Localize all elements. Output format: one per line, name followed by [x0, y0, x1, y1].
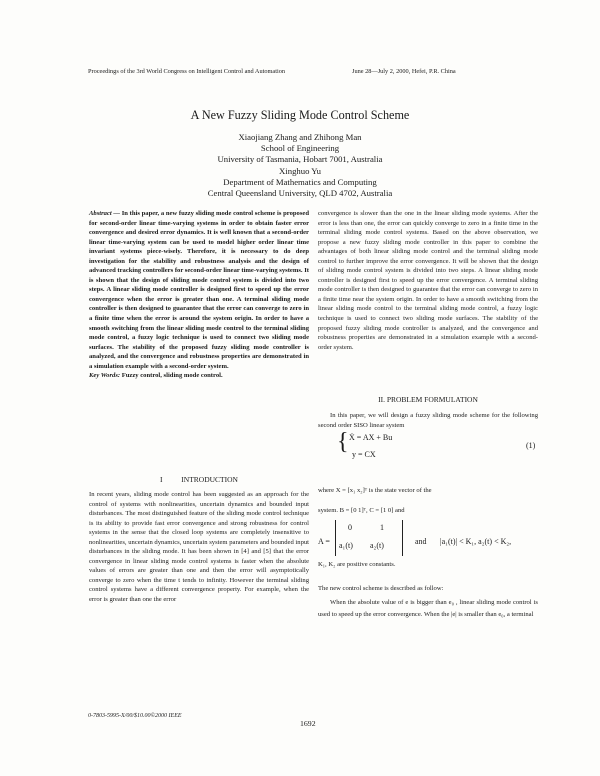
- matrix-a-and: and: [415, 537, 427, 546]
- author-names-1: Xiaojiang Zhang and Zhihong Man: [238, 132, 362, 142]
- header-conference: Proceedings of the 3rd World Congress on Intelligent Control and Automation: [88, 68, 286, 75]
- matrix-a-r2c1: a₁(t): [339, 541, 353, 550]
- equation-1-number: (1): [526, 441, 536, 450]
- equation-brace: {: [337, 429, 349, 455]
- author-dept-2: Department of Mathematics and Computing: [223, 177, 377, 187]
- abstract: [89, 209, 309, 381]
- right-column-intro: [318, 209, 538, 352]
- running-header: [88, 68, 480, 75]
- section-2-heading: [318, 395, 538, 404]
- abstract-label: Abstract —: [89, 210, 121, 217]
- author-names-2: Xinghuo Yu: [279, 166, 321, 176]
- keywords-label: Key Words:: [89, 372, 121, 380]
- matrix-a-label: A =: [318, 537, 330, 546]
- abstract-text: In this paper, a new fuzzy sliding mode control scheme is proposed for second-order linear time-varying systems in order to obtain faster error convergence and desired error dynamics. It is well known that a second-order linear time-varying system can be used to model higher order linear time invariant systems piece-wisely. Therefore, it is necessary to do deep investigation for the stability and robustness analysis and the design of advanced tracking controllers for second-order linear time-varying systems. It is shown that the design of sliding mode control system is divided into two steps. A linear sliding mode controller is designed first to speed up the error convergence when the error is greater than one. A terminal sliding mode controller is then designed to guarantee that the error can converge to zero in a finite time when the error is around the system origin. In order to have a smooth switching from the linear sliding mode control to the terminal sliding mode control, a fuzzy logic technique is used to connect two sliding mode surfaces. The stability of the proposed fuzzy sliding mode controller is analyzed, and the convergence and robustness properties are demonstrated in a simulation example with a second-order system.: [89, 210, 309, 370]
- equation-1-line-2: y = CX: [352, 450, 376, 459]
- introduction-text: [89, 490, 309, 605]
- control-scheme-when-text: When the absolute value of e is bigger than e₀ , linear sliding mode control is used to speed up the error convergence. When the |e| is smaller than e₀, a terminal: [318, 599, 538, 618]
- matrix-a-r2c2: a₂(t): [370, 541, 384, 550]
- equation-1-line-1: Ẋ = AX + Bu: [349, 433, 393, 442]
- section-2-intro: [318, 411, 538, 430]
- where-state-vector: where X = [x₁ x₂]ᵀ is the state vector of the: [318, 487, 432, 494]
- matrix-a: [335, 520, 403, 556]
- positive-constants: K₁, K₂ are positive constants.: [318, 561, 396, 568]
- section-2-intro-text: In this paper, we will design a fuzzy sliding mode scheme for the following second order SISO linear system: [318, 412, 538, 429]
- introduction-paragraph: In recent years, sliding mode control has been suggested as an approach for the control of systems with nonlinearities, uncertain dynamics and bounded input disturbances. The most distinguished feature of the sliding mode control technique is its ability to provide fast error convergence and strong robustness for control systems in the sense that the closed loop systems are completely insensitive to nonlinearities, uncertain dynamics, uncertain system parameters and bounded input disturbances in the sliding mode. It has been shown in [4] and [5] that the error convergence in linear sliding mode control systems is faster when the absolute values of errors are greater than one and then the error will asymptotically converge to zero when the time t tends to infinity. However the terminal sliding control systems have a different convergence property. For example, when the error is greater than one the error: [89, 491, 309, 604]
- introduction-continued: convergence is slower than the one in the linear sliding mode systems. After the error is less than one, the error can quickly converge to zero in a finite time in the terminal sliding mode control systems. Based on the above observation, we propose a new fuzzy sliding mode controller in this paper to combine the advantages of both linear sliding mode control and the terminal sliding mode control to further improve the error convergence. It will be shown that the design of sliding mode control system is divided into two steps. A linear sliding mode controller is designed first to speed up the error convergence. A terminal sliding mode controller is then designed to guarantee that the error can converge to zero in a finite time near the system origin. In order to have a smooth switching from the linear sliding mode control to the terminal sliding mode control, a fuzzy logic technique is used to connect two sliding mode surfaces. The stability of the proposed fuzzy sliding mode controller is analyzed, and the convergence and robustness properties are demonstrated in a simulation example with a second-order system.: [318, 210, 538, 351]
- author-dept-1: School of Engineering: [260, 143, 340, 153]
- footer-isbn: 0-7803-5995-X/00/$10.00©2000 IEEE: [88, 713, 182, 719]
- author-univ-2: Central Queensland University, QLD 4702, Australia: [207, 188, 393, 198]
- control-scheme-when: [318, 597, 538, 620]
- control-scheme-intro: The new control scheme is described as follow:: [318, 585, 444, 592]
- header-date: June 28—July 2, 2000, Hefei, P.R. China: [352, 68, 456, 75]
- section-2-title: PROBLEM FORMULATION: [386, 395, 478, 404]
- paper-title: A New Fuzzy Sliding Mode Control Scheme: [190, 108, 410, 122]
- keywords: Fuzzy control, sliding mode control.: [121, 372, 223, 380]
- matrix-a-r1c1: 0: [348, 523, 352, 532]
- section-1-title: INTRODUCTION: [181, 475, 238, 484]
- section-1-heading: [89, 475, 309, 484]
- section-2-number: II.: [378, 395, 385, 404]
- page-number: 1692: [300, 719, 316, 728]
- matrix-a-r1c2: 1: [380, 523, 384, 532]
- author-univ-1: University of Tasmania, Hobart 7001, Australia: [217, 154, 383, 164]
- matrix-a-bounds: |a₁(t)| < K₁, a₂(t) < K₂,: [440, 537, 512, 546]
- section-1-number: I: [160, 475, 163, 484]
- system-matrices: system. B = [0 1]ᵀ, C = [1 0] and: [318, 507, 405, 514]
